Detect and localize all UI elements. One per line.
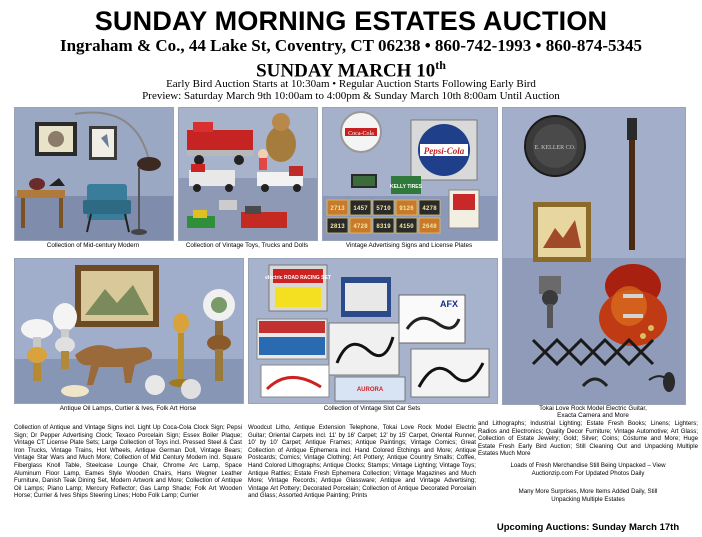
photo-guitar-camera: [502, 107, 686, 405]
auction-date-main: SUNDAY MARCH 10: [256, 60, 436, 82]
license-plate-number: 4728: [353, 223, 368, 230]
coke-sign-text: Coca-Cola: [348, 131, 374, 137]
license-plate-number: 4150: [399, 223, 414, 230]
flyer-title: SUNDAY MORNING ESTATES AUCTION: [94, 6, 608, 36]
auction-address: Ingraham & Co., 44 Lake St, Coventry, CT 06238 • 860-742-1993 • 860-874-5345: [59, 36, 643, 55]
photo-mid-century-modern: [14, 107, 174, 241]
license-plate-number: 2713: [330, 205, 345, 212]
caption-oil-lamps: Antique Oil Lamps, Curtier & Ives, Folk Art Horse: [59, 405, 197, 412]
caption-mid-century: Collection of Mid-century Modern: [46, 242, 140, 249]
caption-slot-car-sets: Collection of Vintage Slot Car Sets: [323, 405, 421, 412]
keller-plaque-text: E. KELLER CO.: [534, 145, 576, 151]
caption-guitar-2: Exacta Camera and More: [557, 412, 629, 419]
license-plate-number: 1457: [353, 205, 368, 212]
license-plate-number: 9126: [399, 205, 414, 212]
auction-preview: Preview: Saturday March 9th 10:00am to 4:00pm & Sunday March 10th 8:00am Until Auction: [142, 90, 560, 102]
caption-guitar-1: Tokai Love Rock Model Electric Guitar,: [539, 405, 647, 412]
pepsi-sign-text: Pepsi-Cola: [423, 146, 465, 156]
aurora-box-text: AURORA: [356, 387, 384, 393]
body-column-2: Woodcut Litho, Antique Extension Telephone, Tokai Love Rock Model Electric Guitar; Oriental Carpets incl. 11' by 16' Carpet; 12' by 15' Carpet, Oriental Runner, 10' by 10' Carpet; Antique Frames; Antique Paintings; Vintage Comics; Great Collection of Antique Ephemera incl. Hand Colored Etchings and More; Antique Postcards; Comics; Vintage Clothing; Art Pottery; Antique Country Smalls; Coffee, Hand Colored Lithographs; Antique Clocks; Stamps; Vintage Lighting; Vintage Toys; Antique Rattles; Estate Fresh Ephemera Collection; Vintage Magazines and Much More; Vintage Records; Antique Glassware; Antique and Vintage Advertising; Vintage Art Pottery; Decorated Porcelain; Collection of Antique Decorated Porcelain and Glass; Assorted Antique Painting; Prints: [248, 424, 476, 500]
photo-oil-lamps: [14, 258, 244, 404]
caption-advertising-signs: Vintage Advertising Signs and License Plates: [345, 242, 473, 249]
kelly-tires-text: KELLY TIRES: [390, 184, 422, 190]
body-column-1: Collection of Antique and Vintage Signs incl. Light Up Coca-Cola Clock Sign; Pepsi Sign; Dr Pepper Advertising Clock; Texaco Porcelain Sign; Essex Boiler Plaque; Vintage CT License Plate Sets; Large Collection of Toys incl. Pressed Steel & Cast Iron Trucks, Vintage Trains, Hot Wheels, Antique German Doll, Vintage Bears; Vintage Star Wars and Much More; Collection of Mid Century Modern incl. Square Fiberglass Knoll Table, Steelcase Lounge Chair, Chrome Arc Lamp, Space Aluminum Floor Lamp, Eames Style Wooden Chairs, Hans Wegner Leather Furniture, Danish Teak Dining Set, Modern Artwork and More; Collection of Antique Oil Lamps; Piano Lamp; Mercury Reflector; Gas Lamp Shade; Folk Art Wooden Horse; Currier & Ives Ships Steering Lines; Hobo Folk Lamp; Currier: [14, 424, 242, 500]
body-note-1: Loads of Fresh Merchandise Still Being Unpacked – View Auctionzip.com For Updated Photos Daily: [510, 462, 666, 477]
upcoming-auctions: Upcoming Auctions: Sunday March 17th: [496, 522, 680, 533]
license-plate-number: 5710: [376, 205, 391, 212]
license-plate-number: 4278: [422, 205, 437, 212]
slot-box-text: electric ROAD RACING SET: [265, 275, 331, 281]
license-plate-number: 2648: [422, 223, 437, 230]
caption-vintage-toys: Collection of Vintage Toys, Trucks and Dolls: [185, 242, 309, 249]
photo-advertising-signs: [322, 107, 498, 241]
afx-box-text: AFX: [440, 299, 458, 309]
license-plate-number: 8319: [376, 223, 391, 230]
auction-date-suffix: th: [435, 58, 446, 72]
photo-slot-car-sets: [248, 258, 498, 404]
photo-vintage-toys: [178, 107, 318, 241]
body-column-3: and Lithographs; Industrial Lighting; Estate Fresh Books; Linens; Lighters; Radios and Electronics; Quality Decor Furniture; Vintage Automotive; Art Glass; Collection of Estate Jewelry; Gold; Silver; Coins; Costume and More; Huge Estate Fresh Early Bird Auction; Still Cleaning Out and Unpacking Multiple Estates Much More: [478, 420, 698, 458]
license-plate-number: 2813: [330, 223, 345, 230]
body-note-2: Many More Surprises, More Items Added Daily, Still Unpacking Multiple Estates: [518, 488, 658, 503]
auction-schedule: Early Bird Auction Starts at 10:30am • Regular Auction Starts Following Early Bird: [166, 78, 536, 90]
